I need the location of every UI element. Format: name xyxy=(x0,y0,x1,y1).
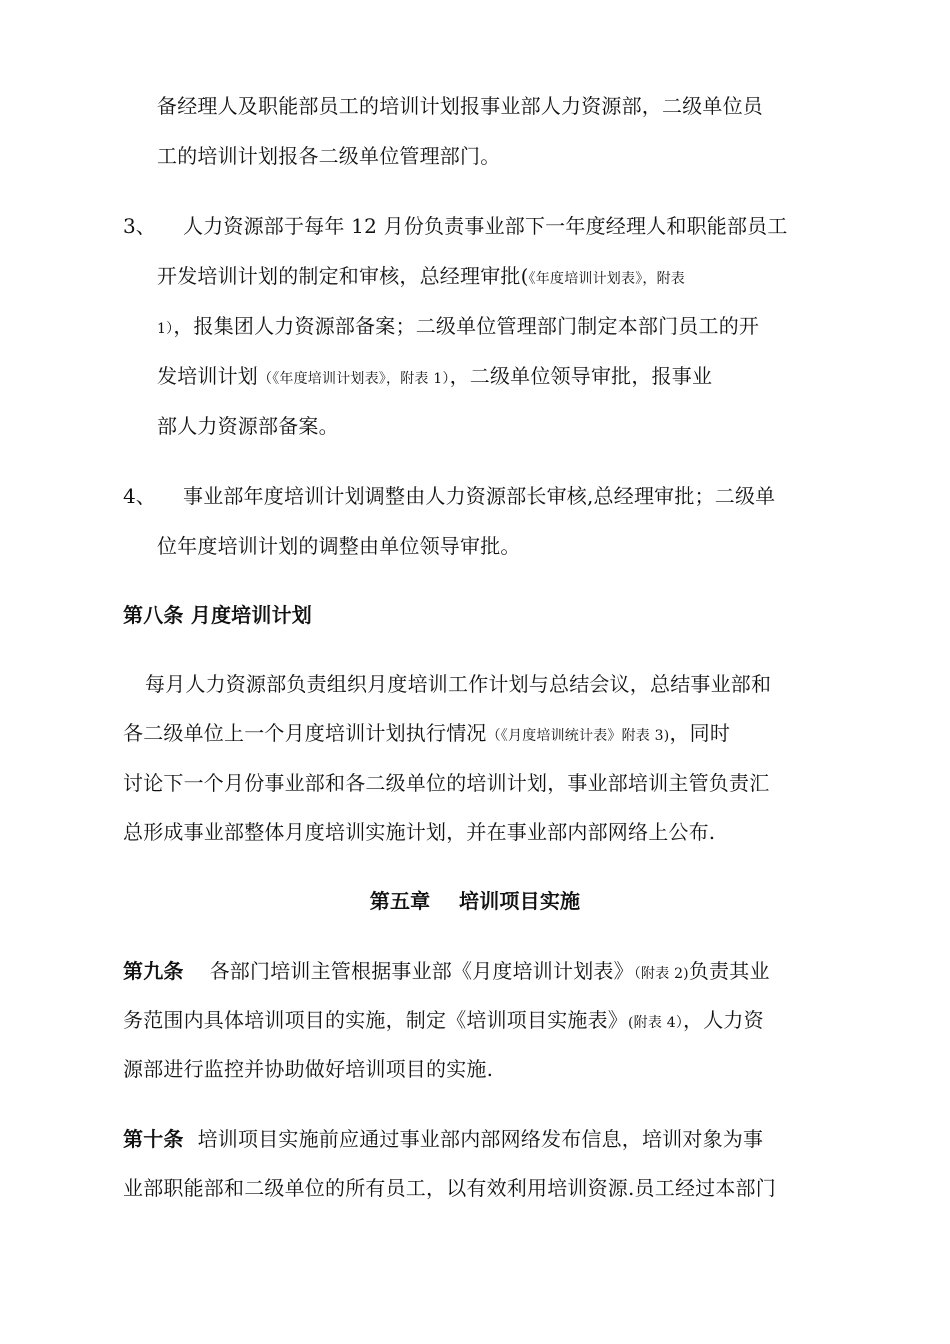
paragraph-line: 源部进行监控并协助做好培训项目的实施. xyxy=(123,1057,494,1081)
list-item-line: 部人力资源部备案。 xyxy=(157,414,339,438)
list-item-line: 事业部年度培训计划调整由人力资源部长审核,总经理审批；二级单 xyxy=(183,484,776,508)
list-item-line xyxy=(157,262,685,293)
paragraph-line xyxy=(123,719,730,750)
paragraph-line: 备经理人及职能部员工的培训计划报事业部人力资源部，二级单位员 xyxy=(157,94,763,118)
list-item-line: 位年度培训计划的调整由单位领导审批。 xyxy=(157,534,521,558)
text-span: 负责其业 xyxy=(688,959,770,983)
paragraph-line xyxy=(123,957,770,988)
list-item-line: 人力资源部于每年 12 月份负责事业部下一年度经理人和职能部员工 xyxy=(183,214,788,238)
paragraph-line: 每月人力资源部负责组织月度培训工作计划与总结会议，总结事业部和 xyxy=(145,672,772,696)
paragraph-line xyxy=(123,1125,763,1153)
article-label: 第九条 xyxy=(123,959,184,983)
text-span: ，报集团人力资源部备案；二级单位管理部门制定本部门员工的开 xyxy=(173,314,760,338)
paragraph-line: 总形成事业部整体月度培训实施计划，并在事业部内部网络上公布. xyxy=(123,820,716,844)
article-label: 第十条 xyxy=(123,1127,184,1151)
list-item-line xyxy=(157,362,712,393)
text-span: 各部门培训主管根据事业部《月度培训计划表》 xyxy=(209,959,634,983)
paragraph-line xyxy=(123,1006,764,1037)
text-span: 开发培训计划的制定和审核，总经理审批( xyxy=(157,264,529,288)
text-span: 发培训计划 xyxy=(157,364,258,388)
text-span: ，同时 xyxy=(669,721,731,745)
text-span: 务范围内具体培训项目的实施，制定《培训项目实施表》 xyxy=(123,1008,628,1032)
small-text-span: （《年度培训计划表》，附表 1） xyxy=(258,371,450,387)
text-span: 各二级单位上一个月度培训计划执行情况 xyxy=(123,721,487,745)
text-span: 培训项目实施前应通过事业部内部网络发布信息，培训对象为事 xyxy=(197,1127,764,1151)
small-text-span: 1） xyxy=(157,321,174,337)
text-span: ，二级单位领导审批，报事业 xyxy=(449,364,713,388)
paragraph-line: 工的培训计划报各二级单位管理部门。 xyxy=(157,144,501,168)
list-number: 4、 xyxy=(123,484,156,508)
text-span: ，人力资 xyxy=(683,1008,764,1032)
article-heading: 第八条 月度培训计划 xyxy=(123,603,312,627)
small-text-span: （《月度培训统计表》附表 3) xyxy=(486,728,670,744)
paragraph-line: 业部职能部和二级单位的所有员工，以有效利用培训资源.员工经过本部门 xyxy=(123,1176,776,1200)
list-number: 3、 xyxy=(123,214,156,238)
small-text-span: 《年度培训计划表》，附表 xyxy=(528,271,686,287)
list-item-line xyxy=(157,312,759,343)
small-text-span: (附表 4） xyxy=(628,1015,684,1031)
chapter-heading: 第五章 培训项目实施 xyxy=(369,889,581,913)
paragraph-line: 讨论下一个月份事业部和各二级单位的培训计划，事业部培训主管负责汇 xyxy=(123,771,770,795)
small-text-span: （附表 2) xyxy=(633,966,689,982)
